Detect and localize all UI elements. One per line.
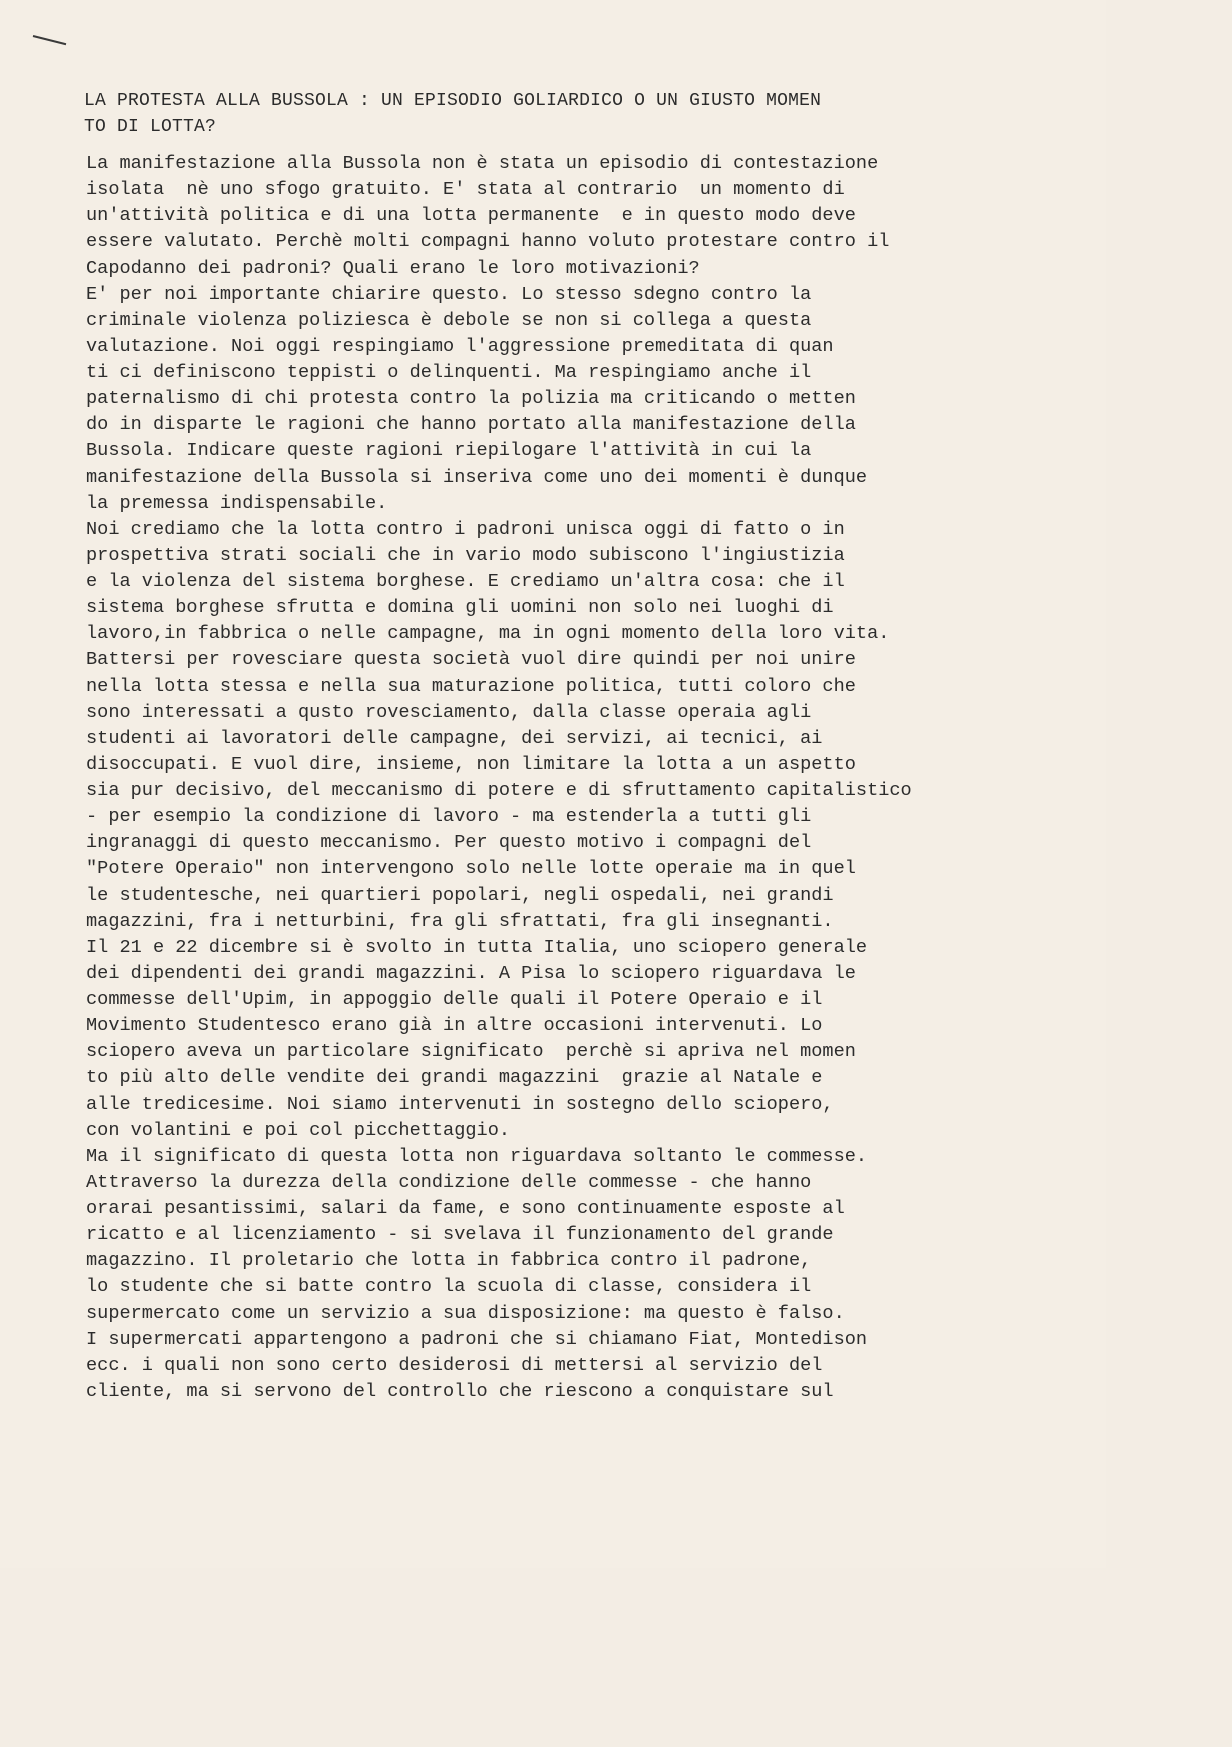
body-line: ingranaggi di questo meccanismo. Per questo motivo i compagni del	[86, 832, 812, 854]
body-line: isolata nè uno sfogo gratuito. E' stata al contrario un momento di	[86, 179, 845, 201]
body-line: con volantini e poi col picchettaggio.	[86, 1119, 511, 1141]
body-line: la premessa indispensabile.	[86, 492, 388, 514]
body-line: e la violenza del sistema borghese. E crediamo un'altra cosa: che il	[86, 571, 845, 592]
body-line: magazzino. Il proletario che lotta in fabbrica contro il padrone,	[86, 1250, 812, 1272]
body-line: orarai pesantissimi, salari da fame, e sono continuamente esposte al	[86, 1198, 845, 1219]
body-line: sciopero aveva un particolare significato perchè si apriva nel momen	[86, 1041, 856, 1063]
body-line: manifestazione della Bussola si inseriva come uno dei momenti è dunque	[86, 466, 868, 488]
body-line: commesse dell'Upim, in appoggio delle quali il Potere Operaio e il	[86, 989, 823, 1010]
document-title	[84, 88, 821, 140]
body-line: paternalismo di chi protesta contro la polizia ma criticando o metten	[86, 388, 856, 410]
body-line: criminale violenza poliziesca è debole se non si collega a questa	[86, 309, 812, 331]
pencil-mark	[33, 35, 66, 45]
body-line: sono interessati a qusto rovesciamento, dalla classe operaia agli	[86, 701, 812, 723]
body-line: do in disparte le ragioni che hanno portato alla manifestazione della	[86, 414, 856, 436]
body-line: - per esempio la condizione di lavoro - ma estenderla a tutti gli	[86, 806, 812, 828]
body-line: Battersi per rovesciare questa società vuol dire quindi per noi unire	[86, 649, 856, 671]
body-line: Capodanno dei padroni? Quali erano le loro motivazioni?	[86, 257, 700, 279]
body-line: Attraverso la durezza della condizione delle commesse - che hanno	[86, 1171, 812, 1193]
body-line: "Potere Operaio" non intervengono solo nelle lotte operaie ma in quel	[86, 858, 856, 880]
body-line: ti ci definiscono teppisti o delinquenti. Ma respingiamo anche il	[86, 362, 812, 383]
body-line: ecc. i quali non sono certo desiderosi di mettersi al servizio del	[86, 1354, 823, 1376]
body-line: to più alto delle vendite dei grandi magazzini grazie al Natale e	[86, 1067, 823, 1089]
body-line: supermercato come un servizio a sua disposizione: ma questo è falso.	[86, 1302, 845, 1324]
body-line: E' per noi importante chiarire questo. Lo stesso sdegno contro la	[86, 283, 812, 305]
body-line: nella lotta stessa e nella sua maturazione politica, tutti coloro che	[86, 675, 856, 697]
body-line: Bussola. Indicare queste ragioni riepilogare l'attività in cui la	[86, 440, 812, 462]
body-line: sistema borghese sfrutta e domina gli uomini non solo nei luoghi di	[86, 597, 834, 619]
body-line: La manifestazione alla Bussola non è stata un episodio di contestazione	[86, 153, 879, 174]
body-line: dei dipendenti dei grandi magazzini. A Pisa lo sciopero riguardava le	[86, 962, 856, 984]
body-line: Il 21 e 22 dicembre si è svolto in tutta Italia, uno sciopero generale	[86, 936, 868, 958]
body-line: lavoro,in fabbrica o nelle campagne, ma in ogni momento della loro vita.	[86, 623, 890, 645]
title-line: TO DI LOTTA?	[84, 117, 217, 137]
body-line: Ma il significato di questa lotta non riguardava soltanto le commesse.	[86, 1145, 868, 1167]
body-line: ricatto e al licenziamento - si svelava il funzionamento del grande	[86, 1224, 834, 1246]
body-line: alle tredicesime. Noi siamo intervenuti in sostegno dello sciopero,	[86, 1093, 834, 1115]
title-line: LA PROTESTA ALLA BUSSOLA : UN EPISODIO GOLIARDICO O UN GIUSTO MOMEN	[84, 91, 822, 111]
body-line: le studentesche, nei quartieri popolari, negli ospedali, nei grandi	[86, 884, 834, 906]
body-line: studenti ai lavoratori delle campagne, dei servizi, ai tecnici, ai	[86, 727, 823, 749]
body-line: magazzini, fra i netturbini, fra gli sfrattati, fra gli insegnanti.	[86, 910, 834, 932]
document-body	[86, 151, 912, 1405]
body-line: essere valutato. Perchè molti compagni hanno voluto protestare contro il	[86, 231, 890, 253]
body-line: valutazione. Noi oggi respingiamo l'aggressione premeditata di quan	[86, 335, 834, 357]
body-line: I supermercati appartengono a padroni che si chiamano Fiat, Montedison	[86, 1328, 868, 1350]
body-line: Movimento Studentesco erano già in altre occasioni intervenuti. Lo	[86, 1015, 823, 1037]
body-line: Noi crediamo che la lotta contro i padroni unisca oggi di fatto o in	[86, 518, 845, 540]
body-line: prospettiva strati sociali che in vario modo subiscono l'ingiustizia	[86, 544, 845, 566]
body-line: sia pur decisivo, del meccanismo di potere e di sfruttamento capitalistico	[86, 780, 912, 801]
body-line: un'attività politica e di una lotta permanente e in questo modo deve	[86, 205, 856, 227]
body-line: disoccupati. E vuol dire, insieme, non limitare la lotta a un aspetto	[86, 753, 856, 775]
body-line: cliente, ma si servono del controllo che riescono a conquistare sul	[86, 1380, 834, 1402]
body-line: lo studente che si batte contro la scuola di classe, considera il	[86, 1276, 812, 1298]
